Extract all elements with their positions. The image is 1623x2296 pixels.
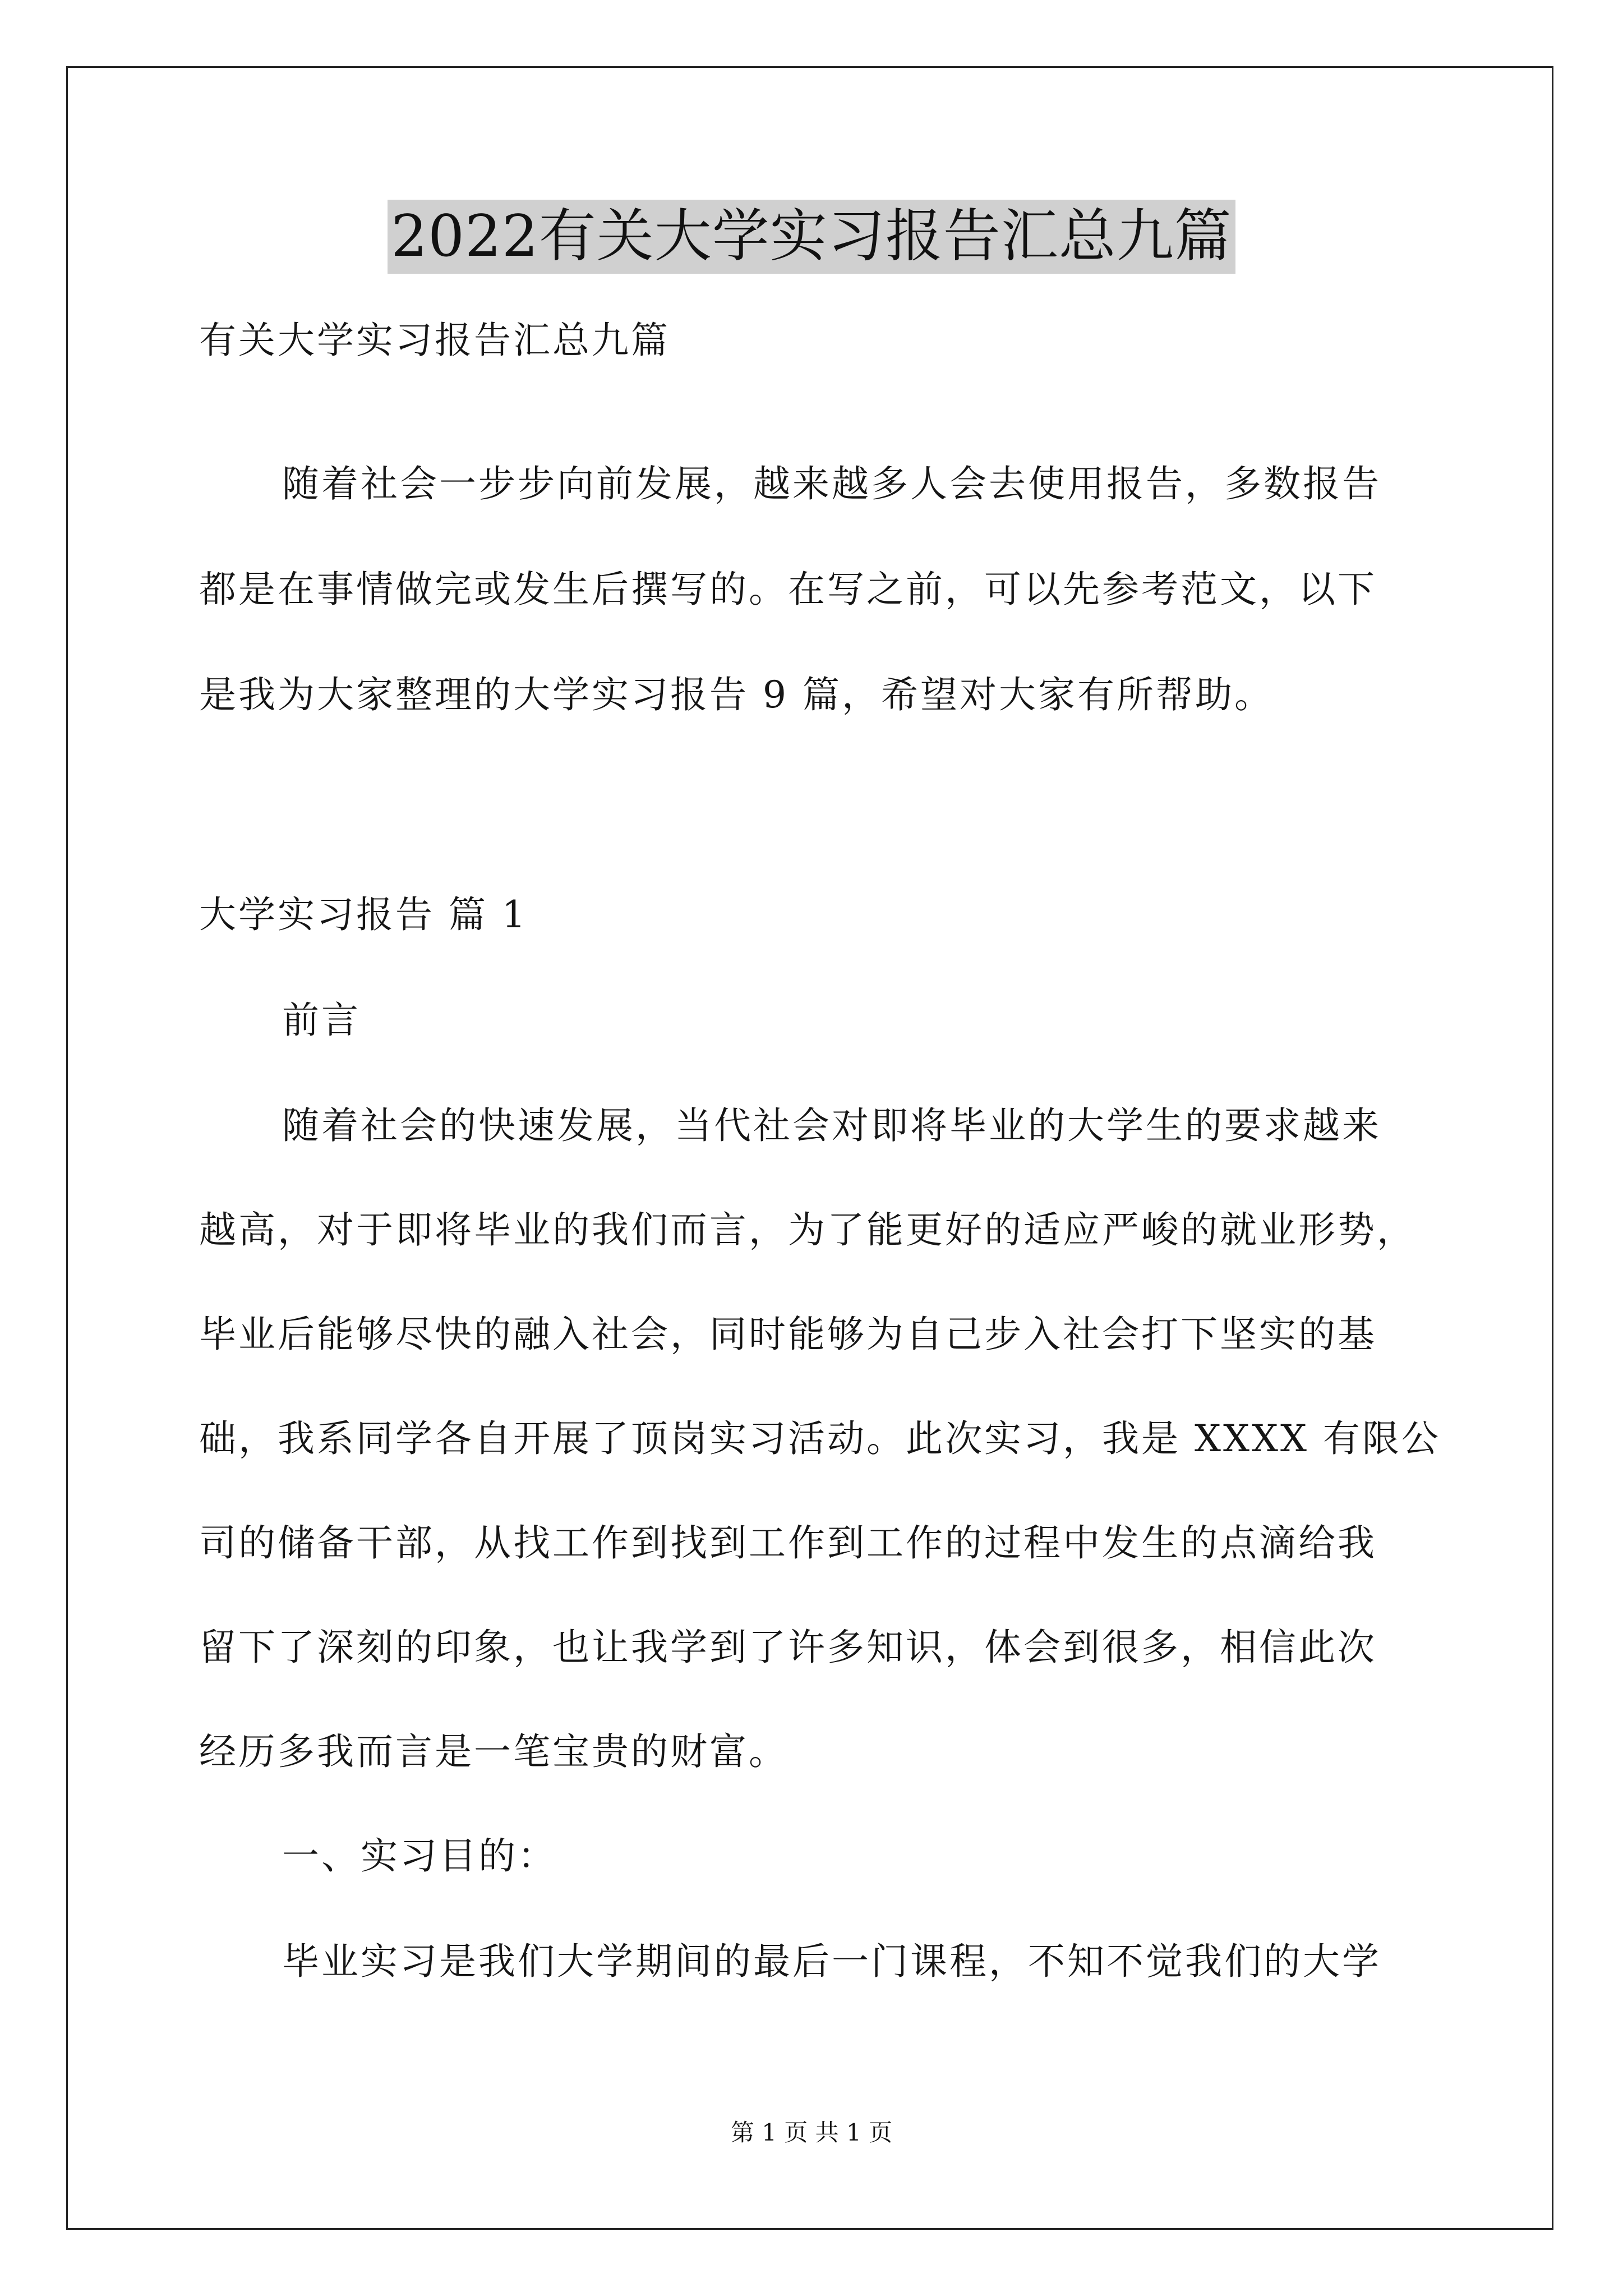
page-footer: 第 1 页 共 1 页: [730, 2119, 893, 2146]
intro-line-2: 都是在事情做完或发生后撰写的。在写之前，可以先参考范文，以下: [199, 568, 1377, 611]
preface-line-6: 留下了深刻的印象，也让我学到了许多知识，体会到很多，相信此次: [199, 1626, 1377, 1669]
intro-line-3: 是我为大家整理的大学实习报告 9 篇，希望对大家有所帮助。: [199, 673, 1274, 716]
preface-line-5: 司的储备干部，从找工作到找到工作到工作的过程中发生的点滴给我: [199, 1521, 1377, 1565]
preface-line-1: 随着社会的快速发展，当代社会对即将毕业的大学生的要求越来: [282, 1104, 1381, 1147]
intro-line-1: 随着社会一步步向前发展，越来越多人会去使用报告，多数报告: [282, 462, 1381, 505]
subtitle: 有关大学实习报告汇总九篇: [199, 319, 670, 362]
document-title: 2022有关大学实习报告汇总九篇: [388, 200, 1235, 274]
preface-heading: 前言: [282, 999, 361, 1042]
purpose-line-1: 毕业实习是我们大学期间的最后一门课程，不知不觉我们的大学: [282, 1940, 1381, 1983]
title-container: [0, 200, 1623, 274]
preface-line-2: 越高，对于即将毕业的我们而言，为了能更好的适应严峻的就业形势，: [199, 1208, 1416, 1251]
preface-line-7: 经历多我而言是一笔宝贵的财富。: [199, 1730, 788, 1773]
preface-line-4: 础，我系同学各自开展了顶岗实习活动。此次实习，我是 XXXX 有限公: [199, 1417, 1441, 1460]
preface-line-3: 毕业后能够尽快的融入社会，同时能够为自己步入社会打下坚实的基: [199, 1313, 1377, 1356]
purpose-heading: 一、实习目的：: [282, 1834, 557, 1878]
section-heading: 大学实习报告 篇 1: [199, 893, 528, 936]
